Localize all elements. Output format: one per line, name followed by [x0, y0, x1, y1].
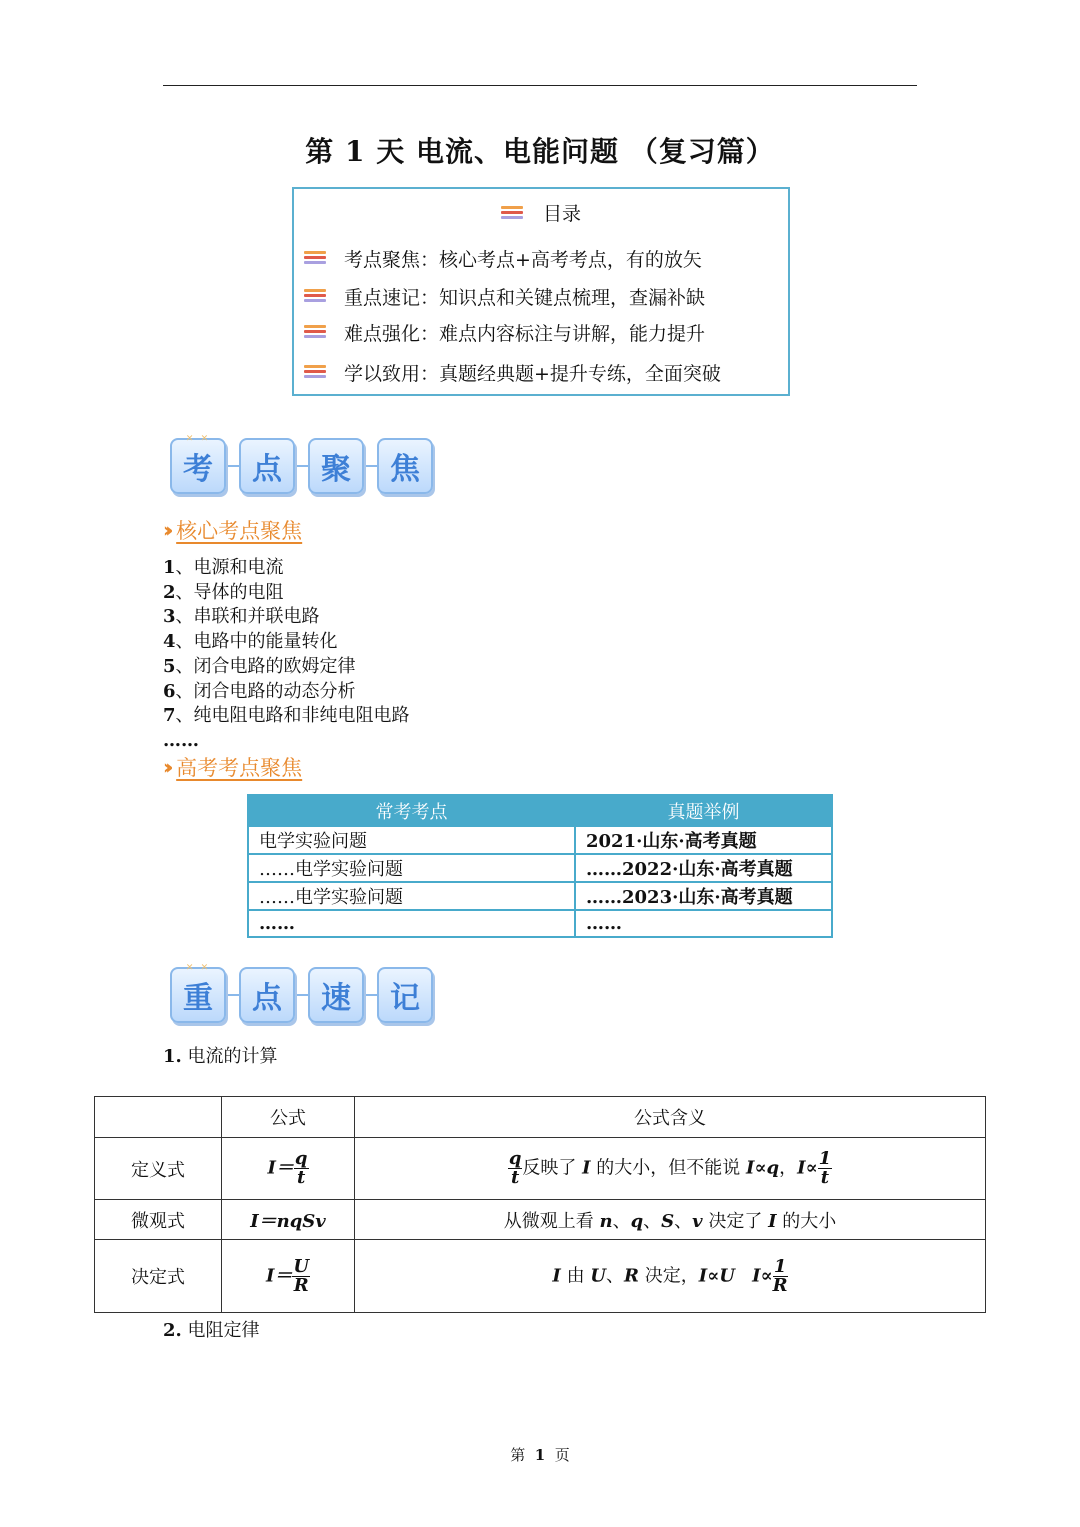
page-number: 第 1 页	[510, 1446, 570, 1464]
exam-heading: ›› 高考考点聚焦	[163, 755, 303, 780]
list-more: ……	[163, 729, 199, 751]
meaning-header: 公式含义	[355, 1097, 986, 1138]
list-icon	[501, 206, 523, 222]
table-row: 决定式 I＝ $\frac{U}{R}$ I 由 U、R 决定，I∝U I∝ $\frac{1}{R}$	[95, 1240, 986, 1313]
list-item: 6、闭合电路的动态分析	[163, 680, 356, 702]
banner-block: ✕ ✕ 重	[170, 967, 226, 1023]
header-rule	[163, 85, 917, 86]
table-of-contents	[292, 187, 790, 396]
banner-zhongdian-suji	[170, 963, 433, 1023]
formula-cell: I＝ $\frac{U}{R}$	[222, 1240, 355, 1313]
list-item: 2、导体的电阻	[163, 581, 284, 603]
table-row: ……电学实验问题 ……2023·山东·高考真题	[248, 882, 832, 910]
exam-table	[247, 794, 833, 938]
toc-heading: 目录	[294, 199, 788, 226]
section-2-title: 2. 电阻定律	[163, 1320, 260, 1341]
meaning-cell: $\frac{q}{t}$ 反映了 I 的大小，但不能说 I∝q，I∝ $\frac{1}{t}$	[355, 1138, 986, 1200]
table-row: …… ……	[248, 910, 832, 937]
list-item: 1、电源和电流	[163, 557, 284, 578]
section-1-title: 1. 电流的计算	[163, 1046, 278, 1067]
core-heading: ›› 核心考点聚焦	[163, 518, 303, 543]
meaning-cell: 从微观上看 n、q、S、v 决定了 I 的大小	[355, 1200, 986, 1240]
core-list	[163, 556, 410, 754]
table-row: 电学实验问题 2021·山东·高考真题	[248, 826, 832, 854]
banner-block: 点	[239, 967, 295, 1023]
toc-item-4: 学以致用：真题经典题+提升专练，全面突破	[304, 359, 721, 386]
banner-block: 速	[308, 967, 364, 1023]
toc-item-3: 难点强化：难点内容标注与讲解，能力提升	[304, 319, 705, 346]
table-row: 定义式 I＝ $\frac{q}{t}$ $\frac{q}{t}$ 反映了 I 的大小，但不能说 I∝q，I∝ $\frac{1}{t}$	[95, 1138, 986, 1200]
list-icon	[304, 325, 326, 341]
formula-header: 公式	[222, 1097, 355, 1138]
banner-block: 点	[239, 438, 295, 494]
banner-block: 聚	[308, 438, 364, 494]
list-icon	[304, 251, 326, 267]
banner-block: ✕ ✕ 考	[170, 438, 226, 494]
exam-header: 真题举例	[575, 795, 832, 826]
table-row: ……电学实验问题 ……2022·山东·高考真题	[248, 854, 832, 882]
meaning-cell: I 由 U、R 决定，I∝U I∝ $\frac{1}{R}$	[355, 1240, 986, 1313]
formula-table	[94, 1096, 986, 1313]
formula-cell: I＝nqSv	[222, 1200, 355, 1240]
exam-header: 常考考点	[248, 795, 575, 826]
table-row: 微观式 I＝nqSv 从微观上看 n、q、S、v 决定了 I 的大小	[95, 1200, 986, 1240]
page-title: 第 1 天 电流、电能问题 （复习篇）	[305, 135, 775, 168]
double-chevron-icon: ››	[163, 755, 168, 779]
formula-cell: I＝ $\frac{q}{t}$	[222, 1138, 355, 1200]
banner-block: 焦	[377, 438, 433, 494]
list-icon	[304, 289, 326, 305]
double-chevron-icon: ››	[163, 518, 168, 542]
list-item: 3、串联和并联电路	[163, 606, 320, 628]
list-item: 7、纯电阻电路和非纯电阻电路	[163, 705, 410, 727]
banner-kaodian-jujiao	[170, 434, 433, 494]
banner-block: 记	[377, 967, 433, 1023]
toc-item-1: 考点聚焦：核心考点+高考考点，有的放矢	[304, 245, 702, 272]
list-icon	[304, 365, 326, 381]
toc-item-2: 重点速记：知识点和关键点梳理，查漏补缺	[304, 283, 705, 310]
list-item: 4、电路中的能量转化	[163, 631, 338, 653]
list-item: 5、闭合电路的欧姆定律	[163, 655, 356, 677]
